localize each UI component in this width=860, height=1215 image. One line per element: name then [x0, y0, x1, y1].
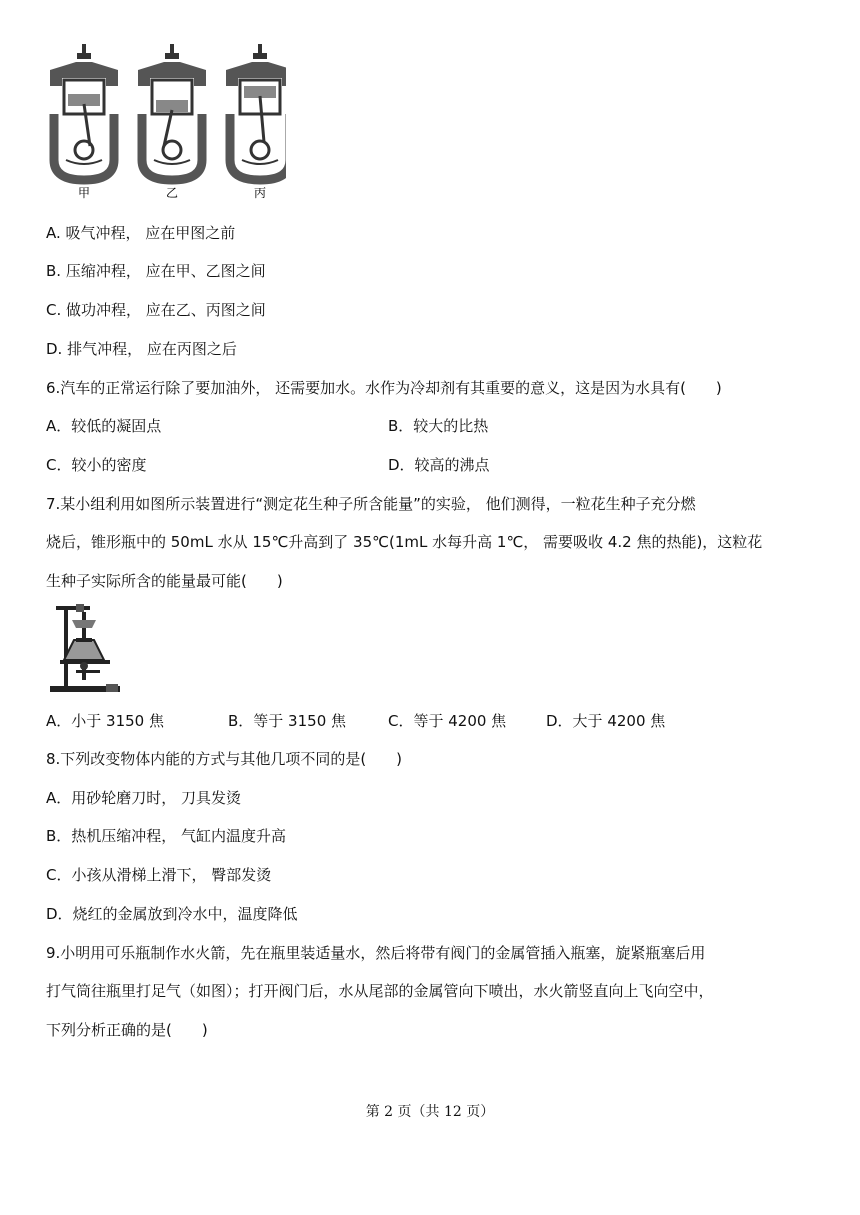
q5-option-a: A. 吸气冲程， 应在甲图之前 — [46, 224, 236, 242]
q5-option-b: B. 压缩冲程， 应在甲、乙图之间 — [46, 262, 266, 280]
q9-stem-line-1: 9.小明用可乐瓶制作水火箭，先在瓶里装适量水，然后将带有阀门的金属管插入瓶塞，旋紧瓶塞后用 — [46, 944, 706, 962]
q9-stem-line-3: 下列分析正确的是( ) — [46, 1021, 208, 1039]
q6-option-d: D．较高的沸点 — [388, 456, 490, 474]
q7-option-b: B．等于 3150 焦 — [228, 712, 347, 730]
q7-option-a: A．小于 3150 焦 — [46, 712, 164, 730]
q7-option-c: C．等于 4200 焦 — [388, 712, 507, 730]
q8-option-d: D．烧红的金属放到冷水中，温度降低 — [46, 905, 298, 923]
q5-option-c: C. 做功冲程， 应在乙、丙图之间 — [46, 301, 266, 319]
q8-option-b: B．热机压缩冲程， 气缸内温度升高 — [46, 827, 287, 845]
engine-diagram-jia — [50, 44, 118, 180]
engine-label-jia: 甲 — [77, 186, 91, 200]
q8-stem: 8.下列改变物体内能的方式与其他几项不同的是( ) — [46, 750, 403, 768]
q6-option-b: B．较大的比热 — [388, 417, 489, 435]
q6-option-c: C．较小的密度 — [46, 456, 147, 474]
page-footer: 第 2 页（共 12 页） — [365, 1104, 495, 1120]
engine-label-yi: 乙 — [165, 186, 179, 200]
q9-stem-line-2: 打气筒往瓶里打足气（如图）；打开阀门后，水从尾部的金属管向下喷出，水火箭竖直向上飞向空中， — [46, 982, 714, 1000]
q7-stem-line-1: 7.某小组利用如图所示装置进行“测定花生种子所含能量”的实验， 他们测得，一粒花生种子充分燃 — [46, 495, 696, 513]
q6-option-a: A．较低的凝固点 — [46, 417, 162, 435]
q7-stem-line-2: 烧后，锥形瓶中的 50mL 水从 15℃升高到了 35℃(1mL 水每升高 1℃， 需要吸收 4.2 焦的热能)，这粒花 — [46, 533, 763, 551]
q7-stem-line-3: 生种子实际所含的能量最可能( ) — [46, 572, 283, 590]
engine-diagram-yi — [138, 44, 206, 180]
q8-option-c: C．小孩从滑梯上滑下， 臀部发烫 — [46, 866, 272, 884]
q7-option-d: D．大于 4200 焦 — [546, 712, 666, 730]
engine-label-bing: 丙 — [253, 186, 267, 200]
q6-stem: 6.汽车的正常运行除了要加油外， 还需要加水。水作为冷却剂有其重要的意义，这是因为水具有( ) — [46, 379, 722, 397]
peanut-burning-apparatus-figure — [46, 600, 124, 696]
engine-diagram-bing — [226, 44, 286, 180]
engine-strokes-figure — [46, 42, 286, 202]
q5-option-d: D. 排气冲程， 应在丙图之后 — [46, 340, 237, 358]
q8-option-a: A．用砂轮磨刀时， 刀具发烫 — [46, 789, 242, 807]
